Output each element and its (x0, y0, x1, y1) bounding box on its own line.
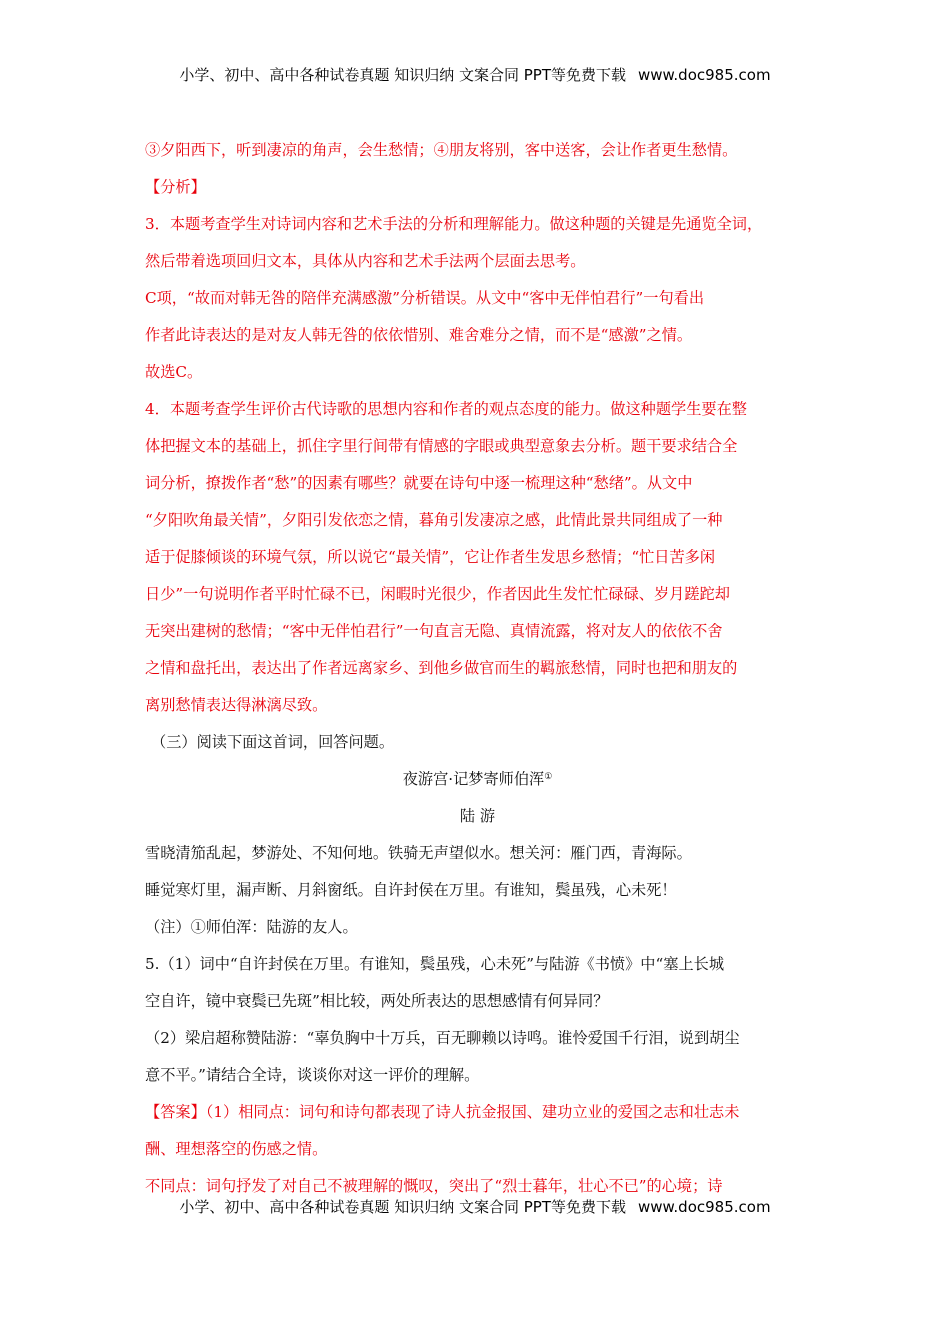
analysis-3-line-1: 3．本题考查学生对诗词内容和艺术手法的分析和理解能力。做这种题的关键是先通览全词， (145, 215, 763, 233)
footer-text: 小学、初中、高中各种试卷真题 知识归纳 文案合同 PPT等免费下载 (179, 1198, 626, 1216)
poem-stanza-1: 雪晓清笳乱起，梦游处、不知何地。铁骑无声望似水。想关河：雁门西，青海际。 (145, 844, 692, 862)
answer-5-line-3: 不同点：词句抒发了对自己不被理解的慨叹，突出了“烈士暮年，壮心不已”的心境；诗 (145, 1177, 723, 1195)
footer-url[interactable]: www.doc985.com (637, 1198, 771, 1216)
poem-note: （注）①师伯浑：陆游的友人。 (145, 918, 358, 936)
analysis-4-line-3: 词分析，撩拨作者“愁”的因素有哪些？就要在诗句中逐一梳理这种“愁绪”。从文中 (145, 474, 693, 492)
question-5-1-line-2: 空自许，镜中衰鬓已先斑”相比较，两处所表达的思想感情有何异同？ (145, 992, 609, 1010)
analysis-4-line-7: 无突出建树的愁情；“客中无伴怕君行”一句直言无隐、真情流露，将对友人的依依不舍 (145, 622, 723, 640)
analysis-4-line-5: 适于促膝倾谈的环境气氛，所以说它“最关情”，它让作者生发思乡愁情；“忙日苦多闲 (145, 548, 716, 566)
answer-line-1: ③夕阳西下，听到凄凉的角声，会生愁情；④朋友将别，客中送客，会让作者更生愁情。 (145, 141, 738, 159)
analysis-3-conclusion: 故选C。 (145, 363, 203, 381)
header-url[interactable]: www.doc985.com (637, 66, 771, 84)
analysis-4-line-4: “夕阳吹角最关情”，夕阳引发依恋之情，暮角引发凄凉之感，此情此景共同组成了一种 (145, 511, 723, 529)
header-text: 小学、初中、高中各种试卷真题 知识归纳 文案合同 PPT等免费下载 (179, 66, 626, 84)
poem-author: 陆 游 (459, 807, 496, 825)
analysis-4-line-8: 之情和盘托出，表达出了作者远离家乡、到他乡做官而生的羁旅愁情，同时也把和朋友的 (145, 659, 738, 677)
question-5-2-line-2: 意不平。”请结合全诗，谈谈你对这一评价的理解。 (145, 1066, 480, 1084)
question-5-2-line-1: （2）梁启超称赞陆游：“辜负胸中十万兵，百无聊赖以诗鸣。谁怜爱国千行泪，说到胡尘 (145, 1029, 740, 1047)
document-body (145, 132, 810, 1205)
analysis-4-line-2: 体把握文本的基础上，抓住字里行间带有情感的字眼或典型意象去分析。题干要求结合全 (145, 437, 738, 455)
poem-title-note: ① (544, 772, 553, 782)
poem-title (145, 761, 810, 798)
poem-stanza-2: 睡觉寒灯里，漏声断、月斜窗纸。自许封侯在万里。有谁知，鬓虽残，心未死！ (145, 881, 677, 899)
page-footer (0, 1196, 950, 1217)
answer-5-line-2: 酬、理想落空的伤感之情。 (145, 1140, 328, 1158)
analysis-4-line-6: 日少”一句说明作者平时忙碌不已，闲暇时光很少，作者因此生发忙忙碌碌、岁月蹉跎却 (145, 585, 730, 603)
page-header (0, 64, 950, 85)
analysis-3-line-3: C项，“故而对韩无咎的陪伴充满感激”分析错误。从文中“客中无伴怕君行”一句看出 (145, 289, 705, 307)
analysis-3-line-2: 然后带着选项回归文本，具体从内容和艺术手法两个层面去思考。 (145, 252, 586, 270)
analysis-3-line-4: 作者此诗表达的是对友人韩无咎的依依惜别、难舍难分之情，而不是“感激”之情。 (145, 326, 693, 344)
poem-title-text: 夜游宫·记梦寄师伯浑 (402, 770, 545, 788)
analysis-4-line-1: 4．本题考查学生评价古代诗歌的思想内容和作者的观点态度的能力。做这种题学生要在整 (145, 400, 747, 418)
answer-5-line-1: 【答案】（1）相同点：词句和诗句都表现了诗人抗金报国、建功立业的爱国之志和壮志未 (145, 1103, 740, 1121)
question-5-1-line-1: 5.（1）词中“自许封侯在万里。有谁知，鬓虽残，心未死”与陆游《书愤》中“塞上长城 (145, 955, 725, 973)
analysis-4-line-9: 离别愁情表达得淋漓尽致。 (145, 696, 328, 714)
analysis-label: 【分析】 (145, 178, 206, 196)
section-heading: （三）阅读下面这首词，回答问题。 (151, 733, 394, 751)
